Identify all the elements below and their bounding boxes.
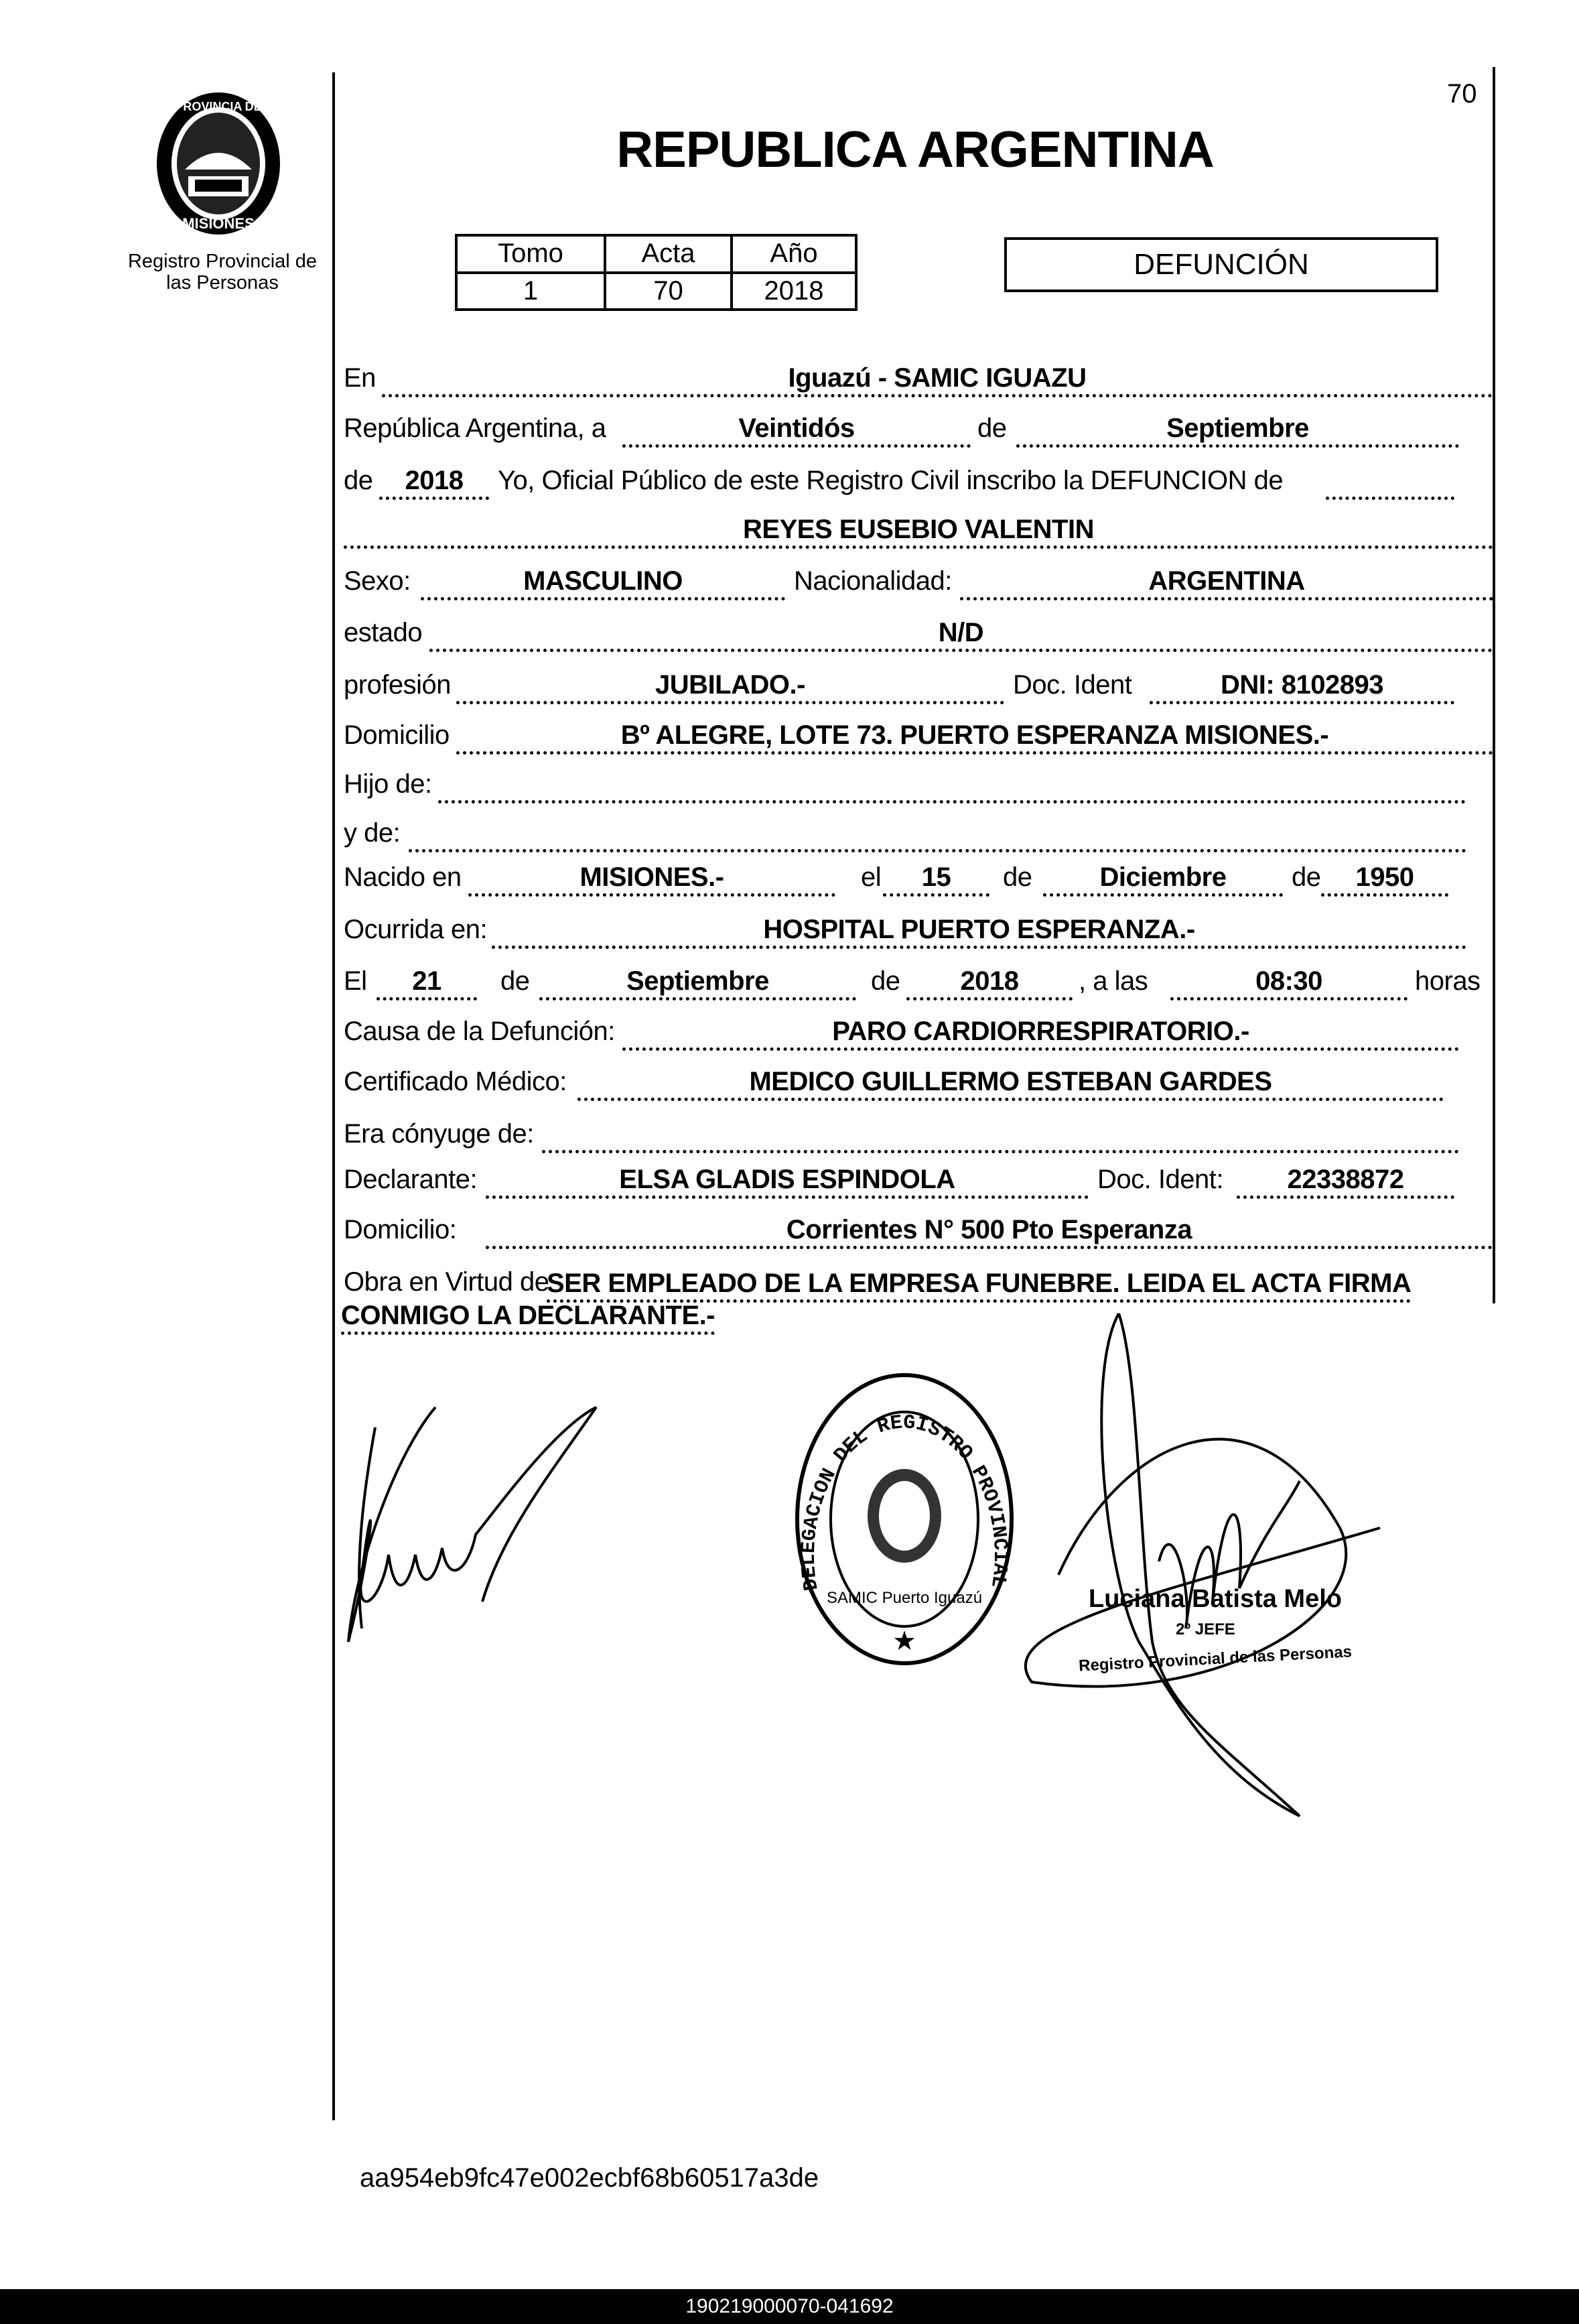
official-signature: [1018, 1307, 1393, 1823]
obra-label: Obra en Virtud de: [344, 1267, 549, 1297]
birth-de-label: de: [1003, 862, 1032, 892]
footer-code: 190219000070-041692: [0, 2289, 1579, 2324]
sexo-value: MASCULINO: [421, 565, 785, 600]
logo-caption: Registro Provincial de las Personas: [127, 251, 318, 294]
document-hash: aa954eb9fc47e002ecbf68b60517a3de: [360, 2163, 819, 2193]
decl-domicilio-label: Domicilio:: [344, 1215, 457, 1244]
left-margin-line: [332, 72, 335, 2120]
death-de-label: de: [500, 966, 530, 996]
obra-value-line2: CONMIGO LA DECLARANTE.-: [341, 1299, 715, 1335]
official-org: Registro Provincial de las Personas: [1078, 1642, 1353, 1675]
inscribo-text: Yo, Oficial Público de este Registro Civil inscribo la DEFUNCION de: [498, 466, 1284, 495]
birth-day: 15: [883, 861, 989, 897]
nacido-value: MISIONES.-: [468, 861, 835, 897]
hijo-label: Hijo de:: [344, 769, 432, 799]
death-time: 08:30: [1170, 965, 1408, 1000]
decl-domicilio-value: Corrientes N° 500 Pto Esperanza: [486, 1214, 1493, 1249]
inscribo-extra: [1326, 464, 1454, 500]
registry-stamp: [791, 1368, 1018, 1670]
record-table-header-row: [456, 235, 856, 273]
profesion-value: JUBILADO.-: [456, 669, 1004, 704]
de-label: de: [977, 413, 1007, 443]
death-de2-label: de: [871, 966, 900, 996]
value-ano: 2018: [732, 273, 856, 310]
ocurrida-value: HOSPITAL PUERTO ESPERANZA.-: [492, 913, 1466, 949]
republica-label: República Argentina, a: [344, 413, 606, 443]
alas-label: , a las: [1079, 966, 1148, 996]
birth-year: 1950: [1321, 861, 1448, 897]
stamp-outer-text: DELEGACION DEL REGISTRO PROVINCIAL: [797, 1411, 1012, 1593]
year-text: 2018: [379, 464, 489, 500]
nacionalidad-label: Nacionalidad:: [794, 566, 952, 596]
conyuge-label: Era cónyuge de:: [344, 1119, 534, 1149]
right-margin-line: [1493, 67, 1495, 1303]
death-year: 2018: [906, 965, 1073, 1000]
estado-value: N/D: [429, 617, 1493, 652]
month-text: Septiembre: [1016, 412, 1459, 448]
header-tomo: Tomo: [456, 235, 605, 273]
hijo-value: [438, 768, 1466, 803]
deceased-name: REYES EUSEBIO VALENTIN: [344, 513, 1493, 549]
header-ano: Año: [732, 235, 856, 273]
declarante-label: Declarante:: [344, 1165, 478, 1194]
de2-label: de: [344, 466, 373, 495]
stamp-inner-text: SAMIC Puerto Iguazú: [826, 1589, 983, 1607]
record-table-value-row: [456, 273, 856, 310]
record-table: [455, 234, 857, 311]
certificado-label: Certificado Médico:: [344, 1067, 567, 1096]
star-icon: ★: [892, 1626, 916, 1656]
obra-value-line1: SER EMPLEADO DE LA EMPRESA FUNEBRE. LEIDA EL ACTA FIRMA: [547, 1267, 1411, 1303]
page-title: REPUBLICA ARGENTINA: [616, 121, 1214, 178]
nacionalidad-value: ARGENTINA: [960, 565, 1493, 600]
header-acta: Acta: [605, 235, 732, 273]
logo-text-bottom: MISIONES: [182, 215, 255, 232]
declarant-signature: [335, 1401, 603, 1655]
profesion-label: profesión: [344, 670, 452, 700]
logo-text-top: PROVINCIA DE: [175, 100, 262, 113]
yde-label: y de:: [344, 818, 401, 848]
death-month: Septiembre: [539, 965, 856, 1000]
birth-de2-label: de: [1292, 862, 1321, 892]
certificado-value: MEDICO GUILLERMO ESTEBAN GARDES: [577, 1066, 1444, 1101]
causa-value: PARO CARDIORRESPIRATORIO.-: [622, 1015, 1459, 1051]
causa-label: Causa de la Defunción:: [344, 1017, 615, 1046]
official-role: 2º JEFE: [1176, 1620, 1235, 1638]
domicilio-label: Domicilio: [344, 720, 450, 750]
doc-label: Doc. Ident: [1013, 670, 1132, 700]
page-number: 70: [1447, 79, 1477, 109]
declarante-value: ELSA GLADIS ESPINDOLA: [486, 1163, 1089, 1199]
domicilio-value: Bº ALEGRE, LOTE 73. PUERTO ESPERANZA MISIONES.-: [456, 719, 1493, 755]
conyuge-value: [542, 1118, 1459, 1153]
nacido-label: Nacido en: [344, 862, 462, 892]
day-text: Veintidós: [622, 412, 971, 448]
el-label: el: [861, 862, 882, 892]
sexo-label: Sexo:: [344, 566, 411, 596]
doc-value: DNI: 8102893: [1150, 669, 1454, 704]
death-el-label: El: [344, 966, 367, 996]
yde-value: [409, 817, 1466, 852]
ocurrida-label: Ocurrida en:: [344, 915, 488, 944]
value-tomo: 1: [456, 273, 605, 310]
declarante-doc-label: Doc. Ident:: [1097, 1165, 1223, 1194]
value-acta: 70: [605, 273, 732, 310]
en-value: Iguazú - SAMIC IGUAZU: [382, 362, 1493, 397]
official-name: Luciana Batista Melo: [1089, 1585, 1342, 1613]
en-label: En: [344, 363, 376, 393]
record-type-box: DEFUNCIÓN: [1004, 237, 1438, 292]
birth-month: Diciembre: [1043, 861, 1283, 897]
declarante-doc-value: 22338872: [1237, 1163, 1454, 1199]
death-day: 21: [376, 965, 477, 1000]
horas-label: horas: [1415, 966, 1481, 996]
estado-label: estado: [344, 618, 423, 647]
